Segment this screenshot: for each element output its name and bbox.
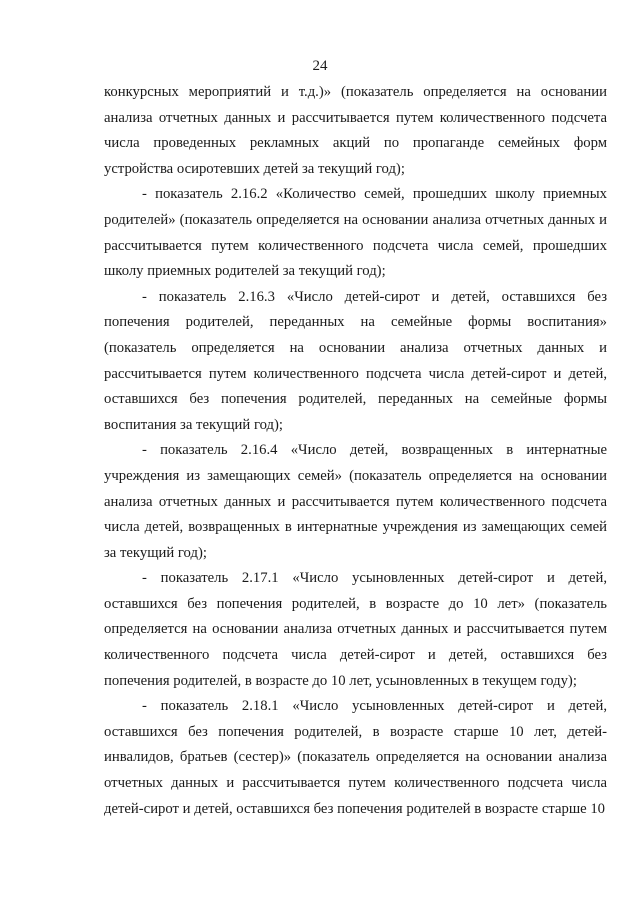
page-number: 24 [312,58,328,74]
paragraph-indicator-2-16-4: - показатель 2.16.4 «Число детей, возвращенных в интернатные учреждения из замещающих семей» (показатель определяется на основании анализа отчетных данных и рассчитывается путем количественного подсчета числа детей, возвращенных в интернатные учреждения из замещающих семей за текущий год); [104,442,607,561]
paragraph-indicator-2-18-1: - показатель 2.18.1 «Число усыновленных детей-сирот и детей, оставшихся без попечения родителей, в возрасте старше 10 лет, детей-инвалидов, братьев (сестер)» (показатель определяется на основании анализа отчетных данных и рассчитывается путем количественного подсчета числа детей-сирот и детей, оставшихся без попечения родителей в возрасте старше 10 [104,698,607,817]
paragraph-continuation: конкурсных мероприятий и т.д.)» (показатель определяется на основании анализа отчетных данных и рассчитывается путем количественного подсчета числа проведенных рекламных акций по пропаганде семейных форм устройства осиротевших детей за текущий год); [104,84,607,177]
paragraph-indicator-2-16-3: - показатель 2.16.3 «Число детей-сирот и детей, оставшихся без попечения родителей, переданных на семейные формы воспитания» (показатель определяется на основании анализа отчетных данных и рассчитывается путем количественного подсчета числа детей-сирот и детей, оставшихся без попечения родителей, переданных на семейные формы воспитания за текущий год); [104,288,607,433]
paragraph-indicator-2-17-1: - показатель 2.17.1 «Число усыновленных детей-сирот и детей, оставшихся без попечения родителей, в возрасте до 10 лет» (показатель определяется на основании анализа отчетных данных и рассчитывается путем количественного подсчета числа детей-сирот и детей, оставшихся без попечения родителей, в возрасте до 10 лет, усыновленных в текущем году); [104,570,607,689]
document-body [104,80,607,822]
paragraph-indicator-2-16-2: - показатель 2.16.2 «Количество семей, прошедших школу приемных родителей» (показатель определяется на основании анализа отчетных данных и рассчитывается путем количественного подсчета числа семей, прошедших школу приемных родителей за текущий год); [104,186,607,280]
